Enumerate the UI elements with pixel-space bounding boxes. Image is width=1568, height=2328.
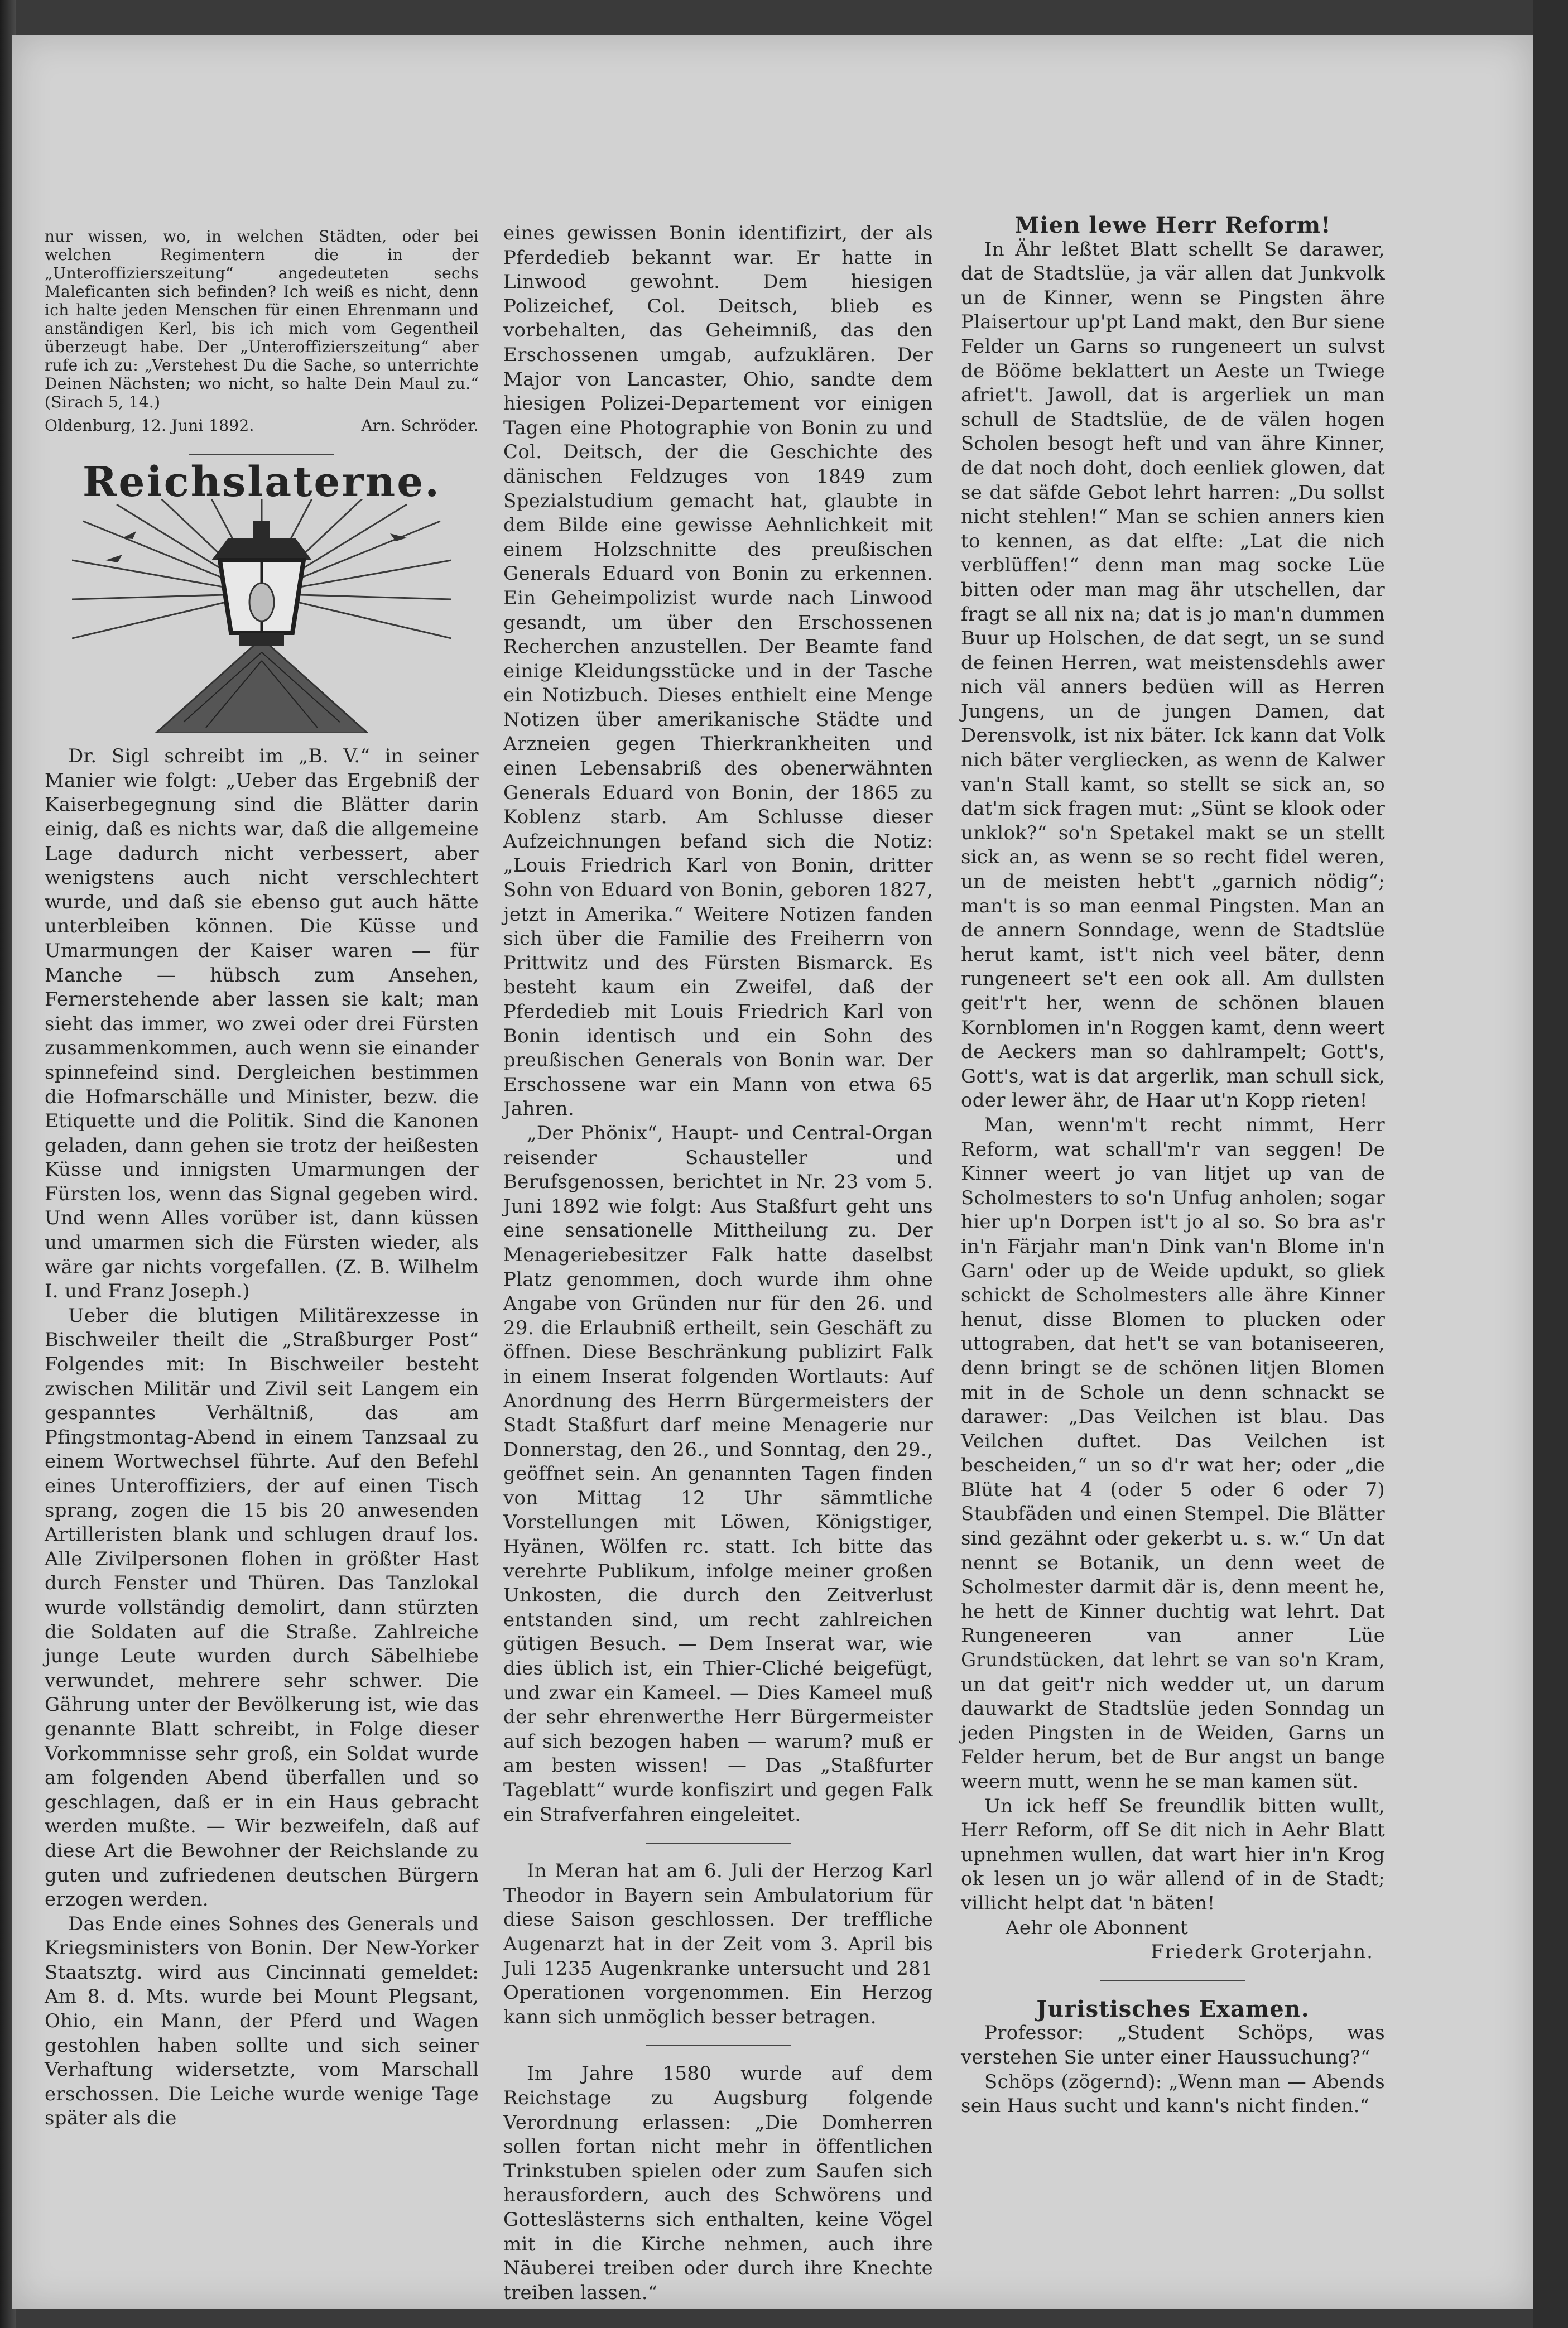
divider (1100, 1980, 1245, 1981)
paragraph-meran: In Meran hat am 6. Juli der Herzog Karl Theodor in Bayern sein Ambulatorium für diese Saison geschlossen. Der treffliche Augenarzt hat in der Zeit vom 3. April bis Juli 1235 Augenkranke untersucht und 281 Operationen vorgenommen. Ein Herzog kann sich unmöglich besser betragen. (503, 1860, 933, 2028)
paragraph-exam-answer: Schöps (zögernd): „Wenn man — Abends sein Haus sucht und kann's nicht finden.“ (961, 2070, 1385, 2118)
paragraph-phoenix: „Der Phönix“, Haupt- und Central-Organ reisender Schausteller und Berufsgenossen, berichtet in Nr. 23 vom 5. Juni 1892 wie folgt: Aus Staßfurt geht uns eine sensationelle Mittheilung zu. Der Menageriebesitzer Falk hatte daselbst Platz genommen, doch wurde ihm ohne Angabe von Gründen nur für den 26. und 29. die Erlaubniß ertheilt, sein Geschäft zu öffnen. Diese Beschränkung publizirt Falk in einem Inserat folgenden Wortlauts: Auf Anordnung des Herrn Bürgermeisters der Stadt Staßfurt darf meine Menagerie nur Donnerstag, den 26., und Sonntag, den 29., geöffnet sein. An genannten Tagen finden von Mittag 12 Uhr sämmtliche Vorstellungen mit Löwen, Königstiger, Hyänen, Wölfen rc. statt. Ich bitte das verehrte Publikum, infolge meiner großen Unkosten, die durch den Zeitverlust entstanden sind, um recht zahlreichen gütigen Besuch. — Dem Inserat war, wie dies üblich ist, ein Thier-Cliché beigefügt, und zwar ein Kameel. — Dies Kameel muß der sehr ehrenwerthe Herr Bürgermeister auf sich bezogen haben — warum? muß er am besten wissen! — Das „Staßfurter Tageblatt“ wurde konfiszirt und gegen Falk ein Strafverfahren eingeleitet. (503, 1122, 933, 1826)
paragraph-bonin-start: Das Ende eines Sohnes des Generals und Kriegsministers von Bonin. Der New-Yorker Staatsztg. wird aus Cincinnati gemeldet: Am 8. d. Mts. wurde bei Mount Plegsant, Ohio, ein Mann, der Pferd und Wagen gestohlen haben sollte und sich seiner Verhaftung widersetzte, vom Marschall erschossen. Die Leiche wurde wenige Tage später als die (45, 1912, 479, 2130)
paragraph-bonin-continued: eines gewissen Bonin identifizirt, der als Pferdedieb bekannt war. Er hatte in Linwood gewohnt. Dem hiesigen Polizeichef, Col. Deitsch, blieb es vorbehalten, das Geheimniß, das den Erschossenen umgab, aufzuklären. Der Major von Lancaster, Ohio, sandte dem hiesigen Polizei-Departement vor einigen Tagen eine Photographie von Bonin zu und Col. Deitsch, der die Geschichte des dänischen Feldzuges von 1849 zum Spezialstudium gemacht hat, glaubte in dem Bilde eine gewisse Aehnlichkeit mit einem Holzschnitte des preußischen Generals Eduard von Bonin zu erkennen. Ein Geheimpolizist wurde nach Linwood gesandt, um über den Erschossenen Recherchen anzustellen. Der Beamte fand einige Kleidungsstücke und in der Tasche ein Notizbuch. Dieses enthielt eine Menge Notizen über amerikanische Städte und Arzneien gegen Thierkrankheiten und einen Lebensabriß des obenerwähnten Generals Eduard von Bonin, der 1865 zu Koblenz starb. Am Schlusse dieser Aufzeichnungen befand sich die Notiz: „Louis Friedrich Karl von Bonin, dritter Sohn von Eduard von Bonin, geboren 1827, jetzt in Amerika.“ Weitere Notizen fanden sich über die Familie des Freiherrn von Prittwitz und des Fürsten Bismarck. Es besteht kaum ein Zweifel, daß der Pferdedieb mit Louis Friedrich Karl von Bonin identisch und ein Sohn des preußischen Generals von Bonin war. Der Erschossene war ein Mann von etwa 65 Jahren. (503, 222, 933, 1120)
paragraph-reform-3: Un ick heff Se freundlik bitten wullt, Herr Reform, off Se dit nich in Aehr Blatt upnehmen wullen, dat wart hier in'n Krog ok lesen un jo wär allend of in de Stadt; villicht helpt dat 'n bäten! (961, 1795, 1385, 1915)
lantern-vignette-illustration (72, 499, 451, 733)
section-title-herr-reform: Mien lewe Herr Reform! (1014, 212, 1331, 238)
paragraph-sigl: Dr. Sigl schreibt im „B. V.“ in seiner Manier wie folgt: „Ueber das Ergebniß der Kaiserbegegnung sind die Blätter darin einig, daß es nichts war, daß die allgemeine Lage dadurch nicht verbessert, aber wenigstens auch nicht verschlechtert wurde, und daß sie ebenso gut auch hätte unterbleiben können. Die Küsse und Umarmungen der Kaiser waren — für Manche — hübsch zum Ansehen, Fernerstehende aber lassen sie kalt; man sieht das immer, wo zwei oder drei Fürsten zusammenkommen, auch wenn sie einander spinnefeind sind. Dergleichen bestimmen die Hofmarschälle und Minister, bezw. die Etiquette und die Politik. Sind die Kanonen geladen, dann gehen sie trotz der heißesten Küsse und innigsten Umarmungen der Fürsten los, wenn das Signal gegeben wird. Und wenn Alles vorüber ist, dann küssen und umarmen sich die Fürsten wieder, als wäre gar nichts vorgefallen. (Z. B. Wilhelm I. und Franz Joseph.) (45, 745, 479, 1303)
signature-groterjahn: Friederk Groterjahn. (1151, 1941, 1374, 1964)
divider (646, 2045, 791, 2046)
paragraph-exam-question: Professor: „Student Schöps, was verstehen Sie unter einer Haussuchung?“ (961, 2022, 1385, 2069)
section-title-reichslaterne: Reichslaterne. (82, 458, 441, 506)
column-3 (961, 213, 1385, 2119)
column-1 (45, 227, 479, 2131)
signature-schroeder: Arn. Schröder. (361, 416, 479, 435)
paragraph-reform-1: In Ähr leßtet Blatt schellt Se darawer, dat de Stadtslüe, ja vär allen dat Junkvolk un de Kinner, wenn se Pingsten ähre Plaisertour up'pt Land makt, den Bur siene Felder un Garns so rungeneert un sulvst de Bööme beklattert un Aeste un Twiege afriet't. Jawoll, dat is argerliek un man schull de Stadtslüe, de de välen hogen Scholen besogt heft und van ähre Kinner, de dat noch doht, doch eenliek glowen, dat se dat säfde Gebot lehrt harren: „Du sollst nicht stehlen!“ Man se schien anners kien to kennen, as dat elfte: „Lat die nich verblüffen!“ denn man mag socke Lüe bitten oder man mag ähr utschellen, dar fragt se all nix na; dat is jo man'n dummen Buur up Holschen, de dat segt, un se sund de feinen Herren, wat meistensdehls awer nich väl anners bedüen will as Herren Jungens, un de jungen Damen, dat Derensvolk, ist nix bäter. Ick kann dat Volk nich bäter vergliecken, as wenn de Kalwer van'n Stall kamt, so stellt se sick an, so dat'm sick fragen mut: „Sünt se klook oder unklok?“ so'n Spetakel makt se un stellt sick an, as wenn se so recht fidel weren, un de meisten hebt't „garnich nödig“; man't is so man eenmal Pingsten. Man an de annern Sonndage, wenn de Stadtslüe herut kamt, ist't nich veel bäter, denn rungeneert se't een ook all. Am dullsten geit'r't her, wenn de schönen blauen Kornblomen in'n Roggen kamt, denn weert de Aeckers man so dahlrampelt; Gott's, Gott's, wat is dat argerlik, man schull sick, oder lewer ähr, de Haar ut'n Kopp rieten! (961, 238, 1385, 1112)
dateline-row (45, 413, 479, 438)
paragraph-reform-2: Man, wenn'm't recht nimmt, Herr Reform, wat schall'm'r van seggen! De Kinner weert jo van litjet up van de Scholmesters to so'n Unfug anholen; sogar hier up'n Dorpen ist't jo al so. So bra as'r in'n Färjahr man'n Dink van'n Blome in'n Garn' oder up de Weide updukt, so gliek schickt de Scholmesters alle ähre Kinner henut, disse Blomen to plucken oder uttograben, dat het't se van botaniseeren, denn bringt se de schönen litjen Blomen mit in de Schole un denn schnackt se darawer: „Das Veilchen ist blau. Das Veilchen duftet. Das Veilchen ist bescheiden,“ un so d'r wat her; oder „die Blüte hat 4 (oder 5 oder 6 oder 7) Staubfäden und einen Stempel. Die Blätter sind gezähnt oder gekerbt u. s. w.“ Un dat nennt se Botanik, un denn weet de Scholmester darmit där is, denn meent he, he hett de Kinner duchtig wat lehrt. Dat Rungeneeren van anner Lüe Grundstücken, dat lehrt se van so'n Kram, un dat geit'r nich wedder ut, un darum dauwarkt de Stadtslüe jeden Sonndag un jeden Pingsten in de Weiden, Garns un Felder herum, bet de Bur angst un bange weern mutt, wenn he se man kamen süt. (961, 1113, 1385, 1793)
scan-background-edge (1533, 0, 1568, 2328)
dateline: Oldenburg, 12. Juni 1892. (45, 416, 254, 435)
closing-line: Aehr ole Abonnent (1006, 1916, 1189, 1939)
divider (189, 454, 334, 455)
divider (646, 1843, 791, 1844)
intro-paragraph: nur wissen, wo, in welchen Städten, oder bei welchen Regimentern die in der „Unteroffizierszeitung“ angedeuteten sechs Maleficanten sich befinden? Ich weiß es nicht, denn ich halte jeden Menschen für einen Ehrenmann und anständigen Kerl, bis ich mich vom Gegentheil überzeugt habe. Der „Unteroffizierszeitung“ aber rufe ich zu: „Verstehest Du die Sache, so unterrichte Deinen Nächsten; wo nicht, so halte Dein Maul zu.“ (Sirach 5, 14.) (45, 227, 479, 411)
paragraph-bischweiler: Ueber die blutigen Militärexzesse in Bischweiler theilt die „Straßburger Post“ Folgendes mit: In Bischweiler besteht zwischen Militär und Zivil seit Langem ein gespanntes Verhältniß, das am Pfingstmontag-Abend in einem Tanzsaal zu einem Wortwechsel führte. Auf den Befehl eines Unteroffiziers, der auf einen Tisch sprang, zogen die 15 bis 20 anwesenden Artilleristen blank und schlugen drauf los. Alle Zivilpersonen flohen in größter Hast durch Fenster und Thüren. Das Tanzlokal wurde vollständig demolirt, dann stürzten die Soldaten auf die Straße. Zahlreiche junge Leute wurden durch Säbelhiebe verwundet, mehrere sehr schwer. Die Gährung unter der Bevölkerung ist, wie das genannte Blatt schreibt, in Folge dieser Vorkommnisse sehr groß, ein Soldat wurde am folgenden Abend überfallen und so geschlagen, daß er in ein Haus gebracht werden mußte. — Wir bezweifeln, daß auf diese Art die Bewohner der Reichslande zu guten und zufriedenen deutschen Bürgern erzogen werden. (45, 1304, 479, 1911)
column-2 (503, 222, 933, 2305)
paragraph-augsburg: Im Jahre 1580 wurde auf dem Reichstage zu Augsburg folgende Verordnung erlassen: „Die Domherren sollen fortan nicht mehr in öffentlichen Trinkstuben spielen oder zum Saufen sich herausfordern, auch des Schwörens und Gotteslästerns sich enthalten, keine Vögel mit in die Kirche nehmen, auch ihre Näuberei treiben oder durch ihre Knechte treiben lassen.“ (503, 2062, 933, 2304)
newspaper-page (12, 35, 1533, 2309)
section-title-juristisches-examen: Juristisches Examen. (1036, 1995, 1310, 2022)
